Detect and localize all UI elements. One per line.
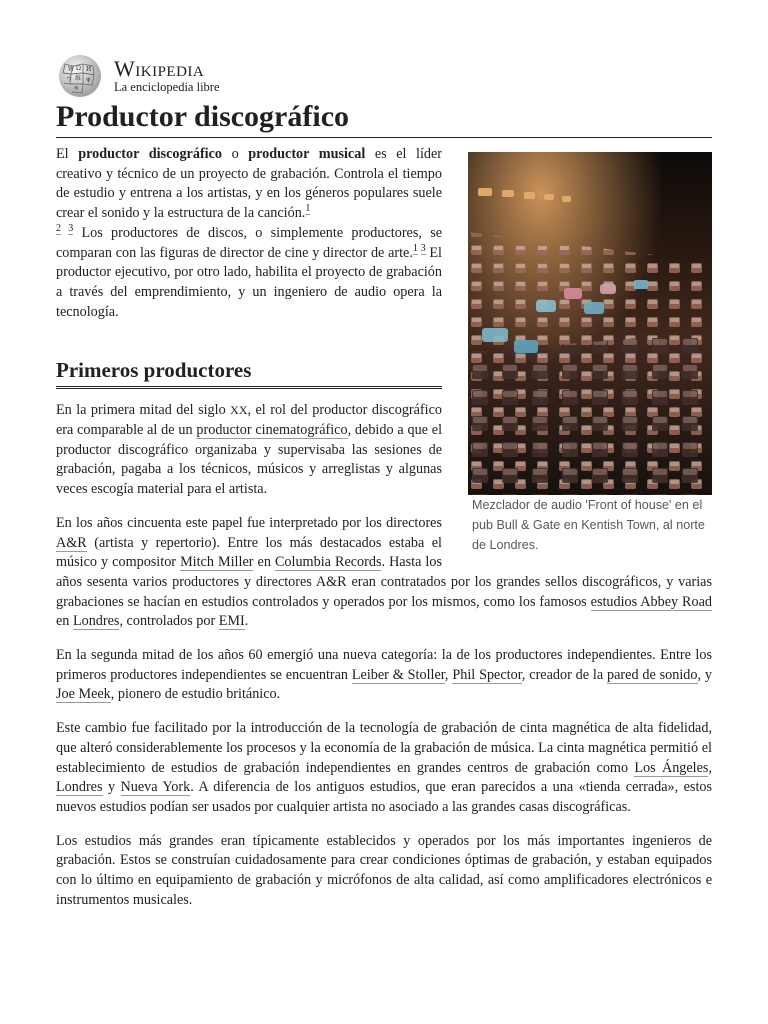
text: , el rol del productor discográfico era comparable al de un <box>56 402 442 439</box>
link-londres[interactable]: Londres <box>72 613 120 630</box>
reference-link[interactable]: 1 <box>412 242 418 254</box>
article-page <box>56 54 712 911</box>
figure <box>468 152 712 555</box>
bold-term: productor discográfico <box>78 146 222 162</box>
reference-link[interactable]: 2 <box>56 223 61 235</box>
text: En la segunda mitad de los años 60 emergió una nueva categoría: la de los productores independientes. Entre los primeros productores independientes se encuentran <box>56 647 712 683</box>
text: , <box>444 666 453 683</box>
section-heading: Primeros productores <box>56 357 442 389</box>
text: , pionero de estudio británico. <box>110 686 281 703</box>
link-a-and-r[interactable]: A&R <box>56 534 87 551</box>
mixing-console-image[interactable] <box>468 152 712 495</box>
svg-text:W: W <box>68 66 75 73</box>
paragraph: Los estudios más grandes eran típicamente establecidos y operados por los más importantes ingenieros de grabación. Estos se construían cuidadosamente para crear condiciones óptimas de grabación, y estaban equipados con lo último en equipamiento de grabación y micrófonos de alta calidad, así como amplificadores electrónicos e instrumentos musicales. <box>56 832 712 908</box>
text: y <box>102 779 121 796</box>
site-wordmark <box>114 58 220 94</box>
century-numeral: XX <box>230 403 248 418</box>
page-title: Productor discográfico <box>56 99 712 138</box>
link-columbia-records[interactable]: Columbia Records <box>274 554 382 571</box>
reference-link[interactable]: 1 <box>305 203 311 215</box>
text: En los años cincuenta este papel fue interpretado por los directores <box>56 514 442 531</box>
paragraph <box>56 719 712 818</box>
figure-caption: Mezclador de audio 'Front of house' en el pub Bull & Gate en Kentish Town, al norte de Londres. <box>472 498 705 552</box>
link-los-angeles[interactable]: Los Ángeles <box>634 759 709 776</box>
text: Este cambio fue facilitado por la introducción de la tecnología de grabación de cinta magnética de alta fidelidad, que alteró considerablemente los procesos y la economía de la grabación de música. La cinta magnética permitió el establecimiento de estudios de grabación independientes en grandes centros de grabación como <box>56 720 712 776</box>
text: , creador de la <box>521 666 608 683</box>
text: o <box>222 146 249 162</box>
bold-term: productor musical <box>248 146 366 162</box>
link-abbey-road[interactable]: estudios Abbey Road <box>590 593 713 610</box>
reference-link[interactable]: 3 <box>420 242 426 254</box>
text: (artista y repertorio). Entre los más destacados estaba el músico y compositor <box>56 534 442 571</box>
text: En la primera mitad del siglo <box>56 402 231 419</box>
svg-text:ক: ক <box>74 85 79 92</box>
text: El <box>56 146 79 162</box>
svg-text:維: 維 <box>75 75 82 82</box>
link-productor-cinematografico[interactable]: productor cinematográfico <box>196 422 348 439</box>
site-tagline: La enciclopedia libre <box>114 80 220 94</box>
svg-text:ウ: ウ <box>66 76 73 83</box>
svg-text:И: И <box>86 66 92 73</box>
text: en <box>253 554 275 571</box>
link-pared-de-sonido[interactable]: pared de sonido <box>607 666 698 683</box>
link-emi[interactable]: EMI <box>218 613 245 630</box>
link-londres[interactable]: Londres <box>56 779 103 796</box>
text: en <box>56 613 73 630</box>
text: , <box>708 759 712 776</box>
text: , debido a que el productor discográfico organizaba y supervisaba las sesiones de grabación, pagaba a los técnicos, músicos y arreglistas y algunas veces escogía material para el artista. <box>56 422 443 498</box>
text: , y <box>697 666 713 683</box>
text: . Hasta los años sesenta varios productores y directores A&R eran contratados por los grandes sellos discográficos, y varias grabaciones se hacían en estudios controlados y operados por los mismos, como los famosos <box>56 554 712 610</box>
text: , controlados por <box>119 613 219 630</box>
link-joe-meek[interactable]: Joe Meek <box>56 686 111 703</box>
svg-text:ψ: ψ <box>86 76 91 83</box>
text: . A diferencia de los antiguos estudios, que eran parecidos a una «tienda cerrada», estos nuevos estudios podían ser usados por cualquier artista no asociado a las grandes casas discográficas. <box>56 779 712 815</box>
svg-text:Ω: Ω <box>76 65 81 72</box>
link-phil-spector[interactable]: Phil Spector <box>452 666 522 683</box>
link-mitch-miller[interactable]: Mitch Miller <box>180 554 254 571</box>
paragraph <box>56 646 712 705</box>
site-title: Wikipedia <box>114 56 205 81</box>
reference-link[interactable]: 3 <box>68 223 74 235</box>
link-nueva-york[interactable]: Nueva York <box>120 779 191 796</box>
site-header[interactable] <box>56 54 712 98</box>
wikipedia-globe-icon <box>56 54 104 98</box>
text: . <box>244 613 249 630</box>
text: es el líder creativo y técnico de un proyecto de grabación. Controla el tiempo de estudio y entrena a los artistas, y en los géneros populares suele crear el sonido y la estructura de la canción. <box>56 146 443 222</box>
link-leiber-stoller[interactable]: Leiber & Stoller <box>351 666 445 683</box>
text: El productor ejecutivo, por otro lado, habilita el proyecto de grabación a través del emprendimiento, y un ingeniero de audio opera la tecnología. <box>56 244 442 320</box>
text: Los productores de discos, o simplemente productores, se comparan con las figuras de director de cine y director de arte. <box>56 224 443 261</box>
